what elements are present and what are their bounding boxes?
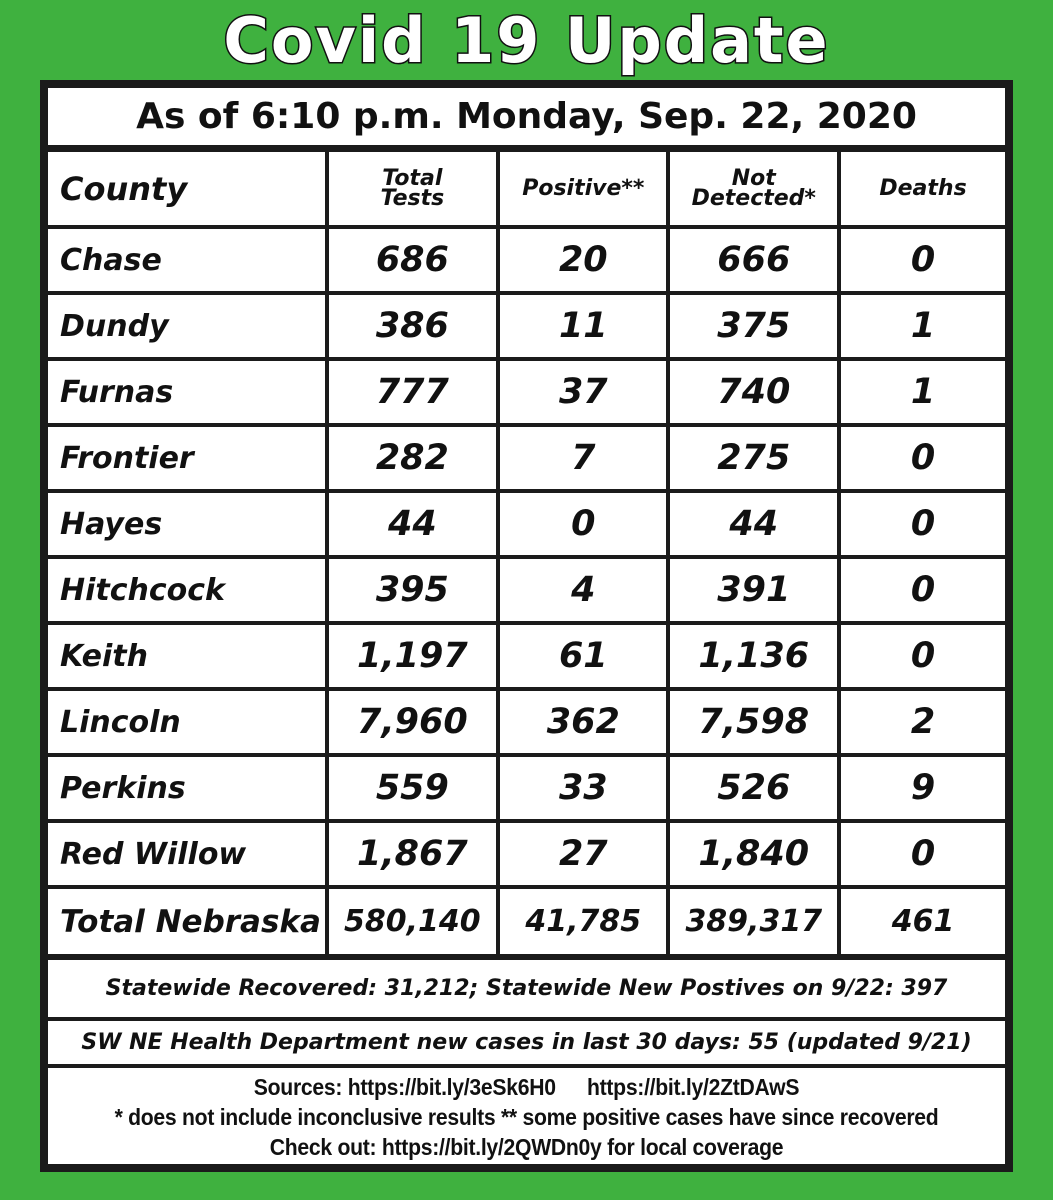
deaths-cell: 0 [841,493,1005,555]
positive-cell: 61 [500,625,666,687]
total-tests-cell: 777 [329,361,497,423]
table-row [48,229,1005,291]
not-detected-cell: 275 [670,427,837,489]
not-detected-cell: 44 [670,493,837,555]
total-county-cell: Total Nebraska [48,889,325,954]
health-dept-note: SW NE Health Department new cases in last 30 days: 55 (updated 9/21) [81,1030,972,1055]
update-frame [40,80,1013,1172]
header-deaths: Deaths [841,152,1005,225]
deaths-cell: 9 [841,757,1005,819]
header-total-tests-line2: Tests [380,185,445,211]
table-row [48,295,1005,357]
table-body [48,229,1005,954]
total-tests-cell: 44 [329,493,497,555]
total-tests-cell: 1,197 [329,625,497,687]
page-title: Covid 19 Update [223,4,830,77]
county-cell: Keith [48,625,325,687]
not-detected-cell: 7,598 [670,691,837,753]
county-cell: Chase [48,229,325,291]
as-of-box [48,88,1005,145]
deaths-cell: 0 [841,823,1005,885]
source-link-2[interactable]: https://bit.ly/2ZtDAwS [586,1074,800,1100]
positive-cell: 37 [500,361,666,423]
county-cell: Dundy [48,295,325,357]
table-row [48,625,1005,687]
total-tests-cell: 1,867 [329,823,497,885]
table-row [48,691,1005,753]
deaths-cell: 2 [841,691,1005,753]
county-cell: Furnas [48,361,325,423]
county-cell: Lincoln [48,691,325,753]
sources-box [48,1068,1005,1164]
total-tests-cell: 282 [329,427,497,489]
positive-cell: 4 [500,559,666,621]
update-panel [48,88,1005,1164]
table-row [48,361,1005,423]
positive-cell: 27 [500,823,666,885]
total-tests-cell: 686 [329,229,497,291]
local-coverage-line[interactable]: Check out: https://bit.ly/2QWDn0y for local coverage [269,1134,784,1160]
total-not-detected-cell: 389,317 [670,889,837,954]
deaths-cell: 0 [841,427,1005,489]
deaths-cell: 0 [841,559,1005,621]
positive-cell: 11 [500,295,666,357]
total-tests-cell: 559 [329,757,497,819]
not-detected-cell: 1,136 [670,625,837,687]
county-cell: Perkins [48,757,325,819]
table-row [48,823,1005,885]
health-dept-note-box [48,1021,1005,1064]
sources-line [86,1072,966,1102]
header-not-detected [670,152,837,225]
deaths-cell: 1 [841,295,1005,357]
not-detected-cell: 666 [670,229,837,291]
positive-cell: 7 [500,427,666,489]
county-cell: Frontier [48,427,325,489]
header-not-detected-line2: Detected* [691,185,816,211]
covid-table [44,148,1009,958]
as-of-date: As of 6:10 p.m. Monday, Sep. 22, 2020 [136,96,917,137]
not-detected-cell: 526 [670,757,837,819]
deaths-cell: 0 [841,625,1005,687]
table-header-row [48,152,1005,225]
county-cell: Red Willow [48,823,325,885]
source-link-1[interactable]: Sources: https://bit.ly/3eSk6H0 [253,1074,556,1100]
header-total-tests [329,152,497,225]
total-tests-cell: 386 [329,295,497,357]
statewide-note: Statewide Recovered: 31,212; Statewide New Postives on 9/22: 397 [105,976,948,1001]
total-deaths-cell: 461 [841,889,1005,954]
table-row [48,559,1005,621]
table-row [48,427,1005,489]
not-detected-cell: 740 [670,361,837,423]
not-detected-cell: 375 [670,295,837,357]
total-tests-cell: 395 [329,559,497,621]
footnote-line: * does not include inconclusive results ** some positive cases have since recovered [114,1104,939,1130]
total-tests-cell: 7,960 [329,691,497,753]
not-detected-cell: 1,840 [670,823,837,885]
deaths-cell: 0 [841,229,1005,291]
positive-cell: 20 [500,229,666,291]
total-positive-cell: 41,785 [500,889,666,954]
positive-cell: 362 [500,691,666,753]
positive-cell: 33 [500,757,666,819]
deaths-cell: 1 [841,361,1005,423]
header-positive: Positive** [500,152,666,225]
table-row [48,493,1005,555]
total-tests-cell: 580,140 [329,889,497,954]
header-total-tests-line1: Total [382,165,443,191]
total-row [48,889,1005,954]
statewide-note-box [48,960,1005,1017]
table-row [48,757,1005,819]
county-cell: Hayes [48,493,325,555]
positive-cell: 0 [500,493,666,555]
header-county: County [48,152,325,225]
header-not-detected-line1: Not [731,165,776,191]
not-detected-cell: 391 [670,559,837,621]
county-cell: Hitchcock [48,559,325,621]
